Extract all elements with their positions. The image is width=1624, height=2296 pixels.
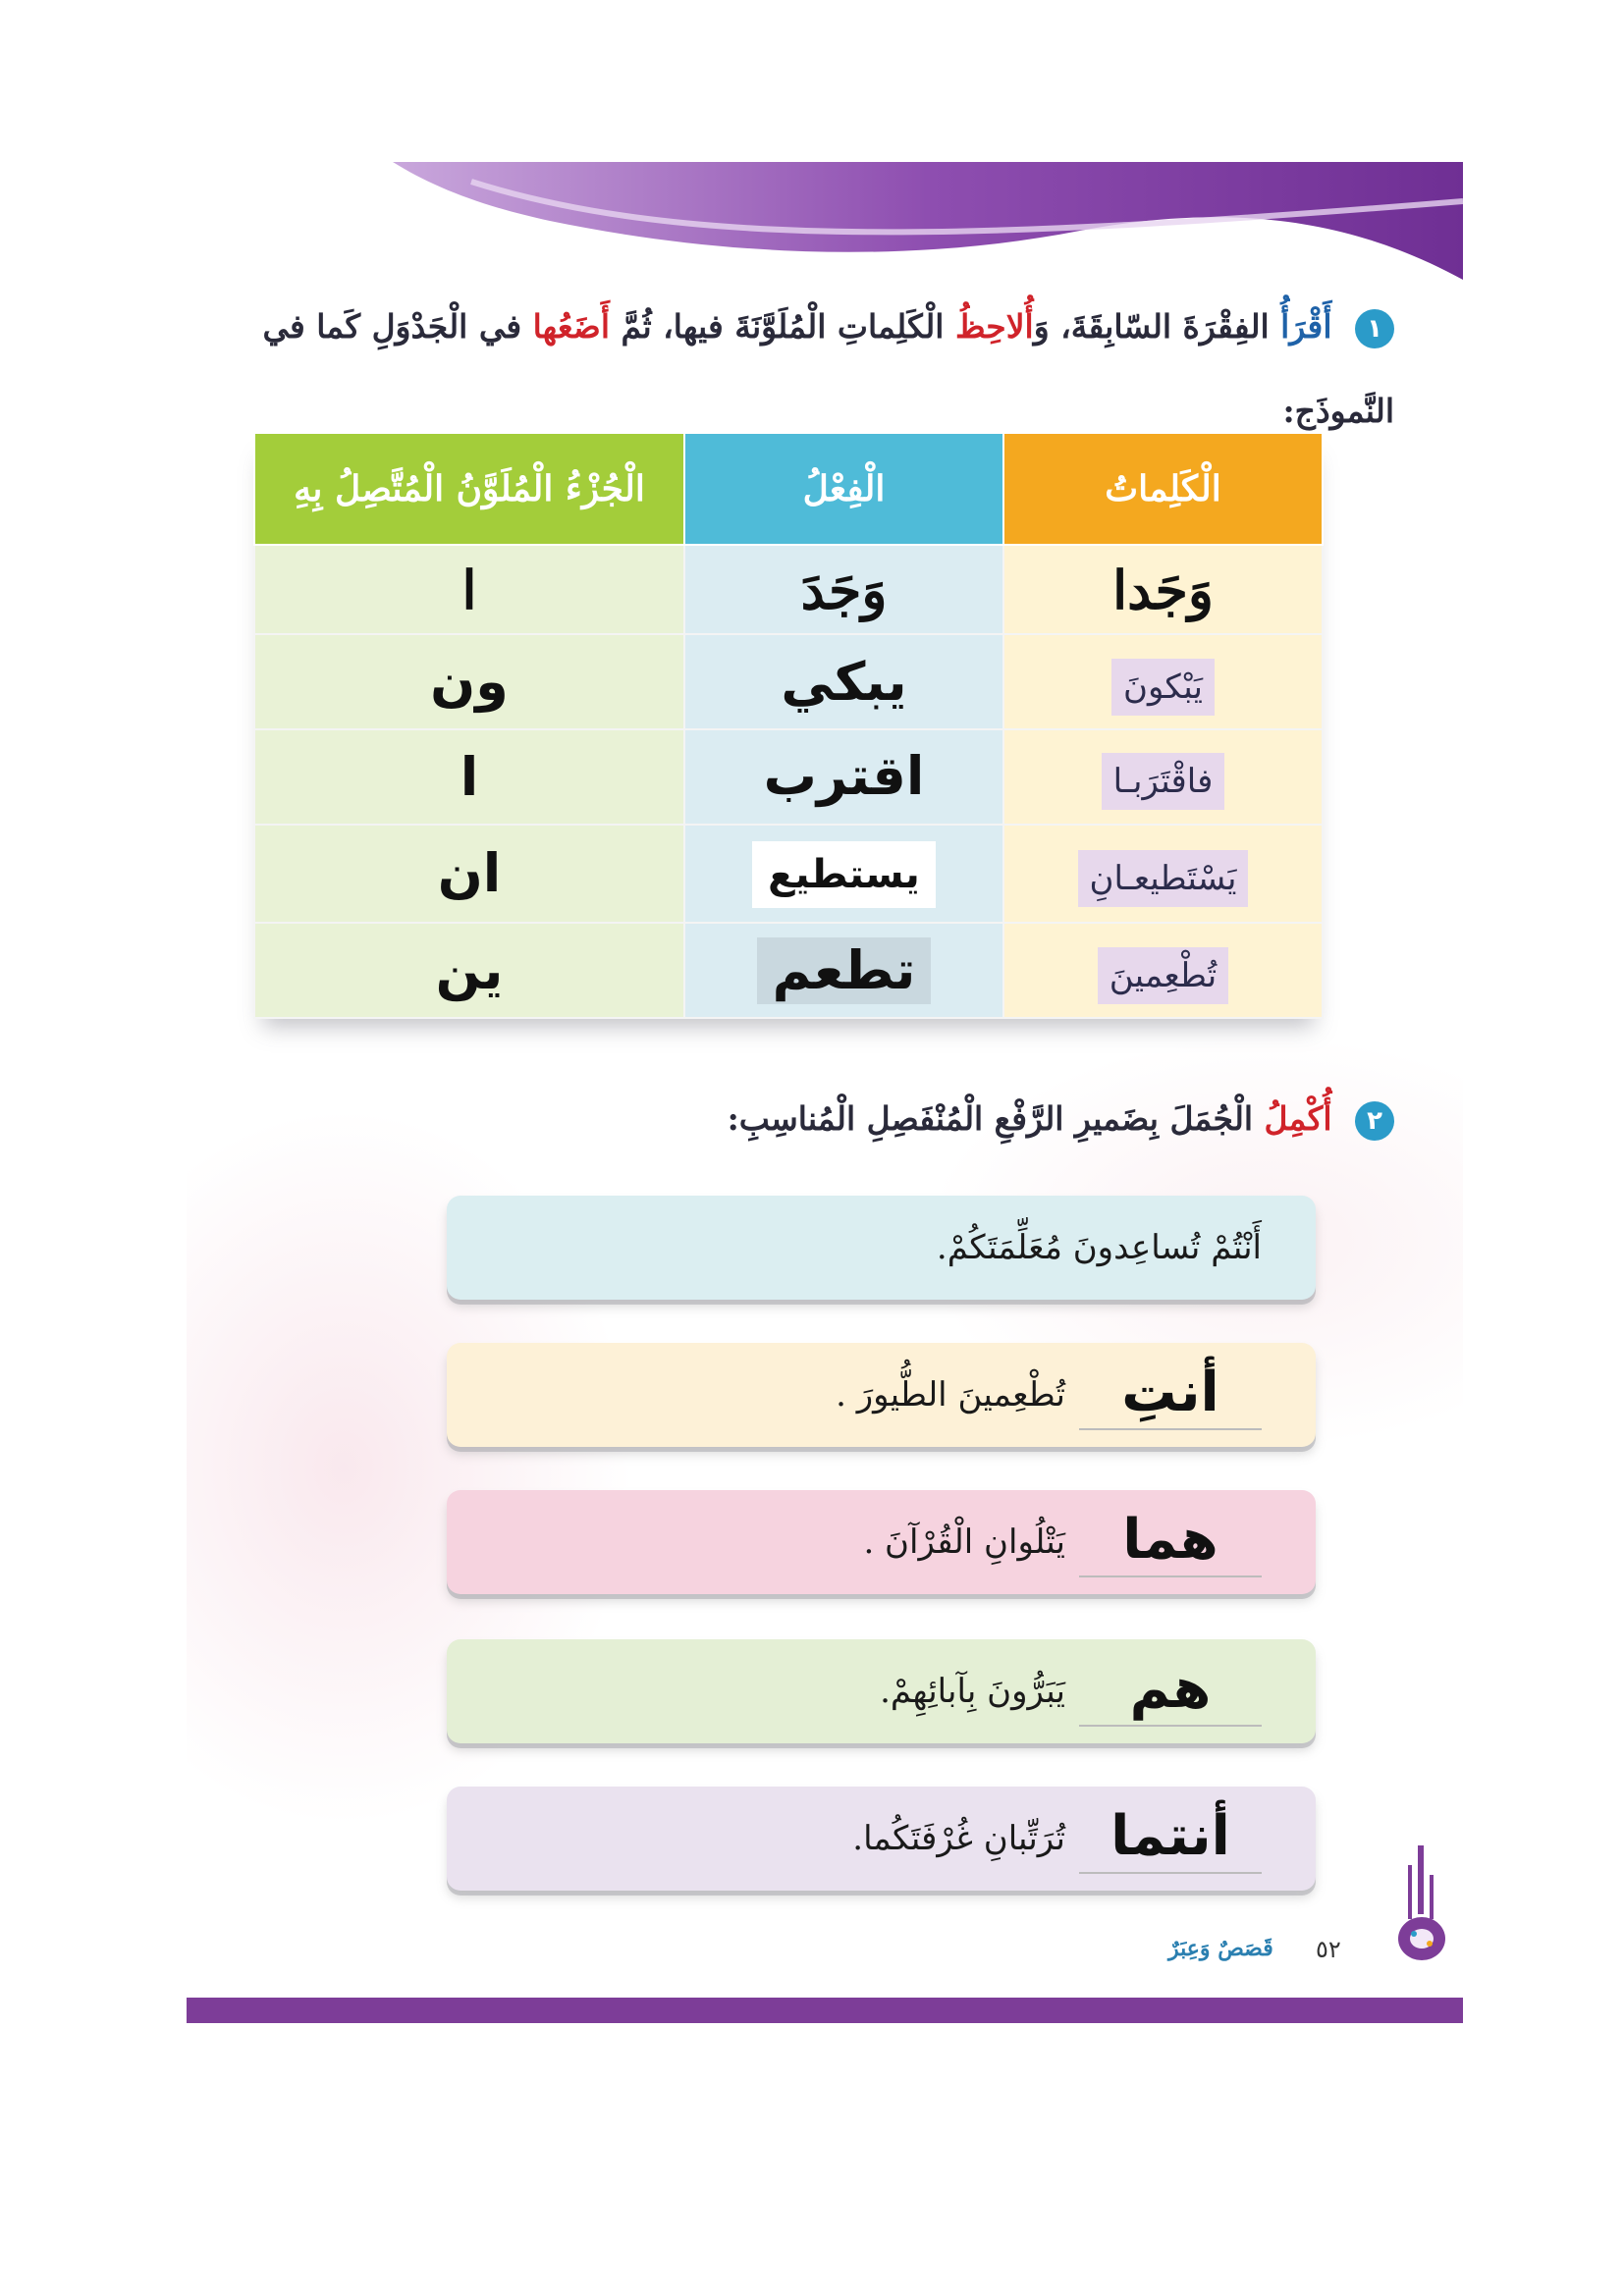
answer-blank[interactable]: هما [1079, 1508, 1262, 1577]
table-row [254, 825, 1323, 924]
table-row [254, 634, 1323, 729]
sentence-card [447, 1787, 1316, 1891]
table-row [254, 923, 1323, 1018]
cell-part-answer[interactable]: ين [254, 923, 684, 1018]
cell-verb-answer[interactable]: تطعم [757, 937, 932, 1004]
sentence-text: يَبَرُّونَ بِآبائِهِمْ. [880, 1672, 1065, 1711]
cell-verb: وَجَدَ [684, 545, 1003, 634]
header-attached-part: الْجُزْءُ الْمُلَوَّنُ الْمُتَّصِلُ بِهِ [254, 433, 684, 545]
sentence-card [447, 1196, 1316, 1300]
cell-word: يَبْكونَ [1111, 659, 1215, 716]
cell-verb-answer[interactable]: يستطيع [752, 841, 936, 908]
page-number: ٥٢ [1316, 1936, 1341, 1963]
q1-verb-place: أَضَعُها [532, 307, 610, 346]
q1-verb-observe: أُلاحِظُ [954, 307, 1034, 346]
cell-part-answer[interactable]: ون [254, 634, 684, 729]
table-header-row [254, 433, 1323, 545]
q1-text-1: الفِقْرَةَ السّابِقَةَ، وَ [1033, 307, 1270, 346]
question-1 [245, 285, 1394, 454]
cell-part: ا [254, 545, 684, 634]
cell-word: فاقْتَرَبـا [1102, 753, 1225, 810]
table-row-example [254, 545, 1323, 634]
header-words: الْكَلِماتُ [1003, 433, 1323, 545]
words-table [253, 432, 1324, 1019]
sentence-text: يَتْلُوانِ الْقُرْآنَ . [863, 1522, 1065, 1562]
top-banner [393, 162, 1463, 290]
question-number-badge: ١ [1355, 309, 1394, 348]
cell-part-answer[interactable]: ان [254, 825, 684, 924]
footer-bar [187, 1998, 1463, 2023]
header-verb: الْفِعْلُ [684, 433, 1003, 545]
sentence-card [447, 1490, 1316, 1594]
cell-verb-answer[interactable]: اقترب [763, 745, 925, 808]
cell-word: وَجَدا [1003, 545, 1323, 634]
sentence-text: تُرَتِّبانِ غُرْفَتَكُما. [852, 1819, 1065, 1858]
calligraphy-logo-icon [1394, 1845, 1449, 1963]
q1-verb-read: أَقْرَأُ [1280, 307, 1332, 346]
q1-text-2: الْكَلِماتِ الْمُلَوَّنَةَ فيها، ثُمَّ [621, 307, 945, 346]
cell-part-answer[interactable]: ا [254, 729, 684, 825]
question-number-badge: ٢ [1355, 1101, 1394, 1141]
table-row [254, 729, 1323, 825]
question-2 [638, 1090, 1394, 1148]
cell-word: يَسْتَطيعـانِ [1078, 850, 1249, 907]
book-title: قَصَصٌ وَعِبَرٌ [1168, 1936, 1273, 1961]
q1-text-3: في الْجَدْوَلِ كَما في النَّموذَجِ: [262, 307, 1394, 430]
cell-word: تُطْعِمينَ [1098, 947, 1229, 1004]
sentence-text: تُطْعِمينَ الطُّيورَ . [836, 1375, 1065, 1415]
q2-text: الْجُمَلَ بِضَميرِ الرَّفْعِ الْمُنْفَصِلِ الْمُناسِبِ: [727, 1099, 1254, 1138]
sentence-card [447, 1343, 1316, 1447]
sentence-text: أَنْتُمْ تُساعِدونَ مُعَلِّمَتَكُمْ. [936, 1228, 1262, 1267]
q2-verb-complete: أُكْمِلُ [1264, 1099, 1332, 1138]
answer-blank[interactable]: أنتِ [1079, 1361, 1262, 1430]
answer-blank[interactable]: هم [1079, 1657, 1262, 1727]
sentence-card [447, 1639, 1316, 1743]
cell-verb-answer[interactable]: يبكي [781, 650, 907, 713]
answer-blank[interactable]: أنتما [1079, 1804, 1262, 1874]
